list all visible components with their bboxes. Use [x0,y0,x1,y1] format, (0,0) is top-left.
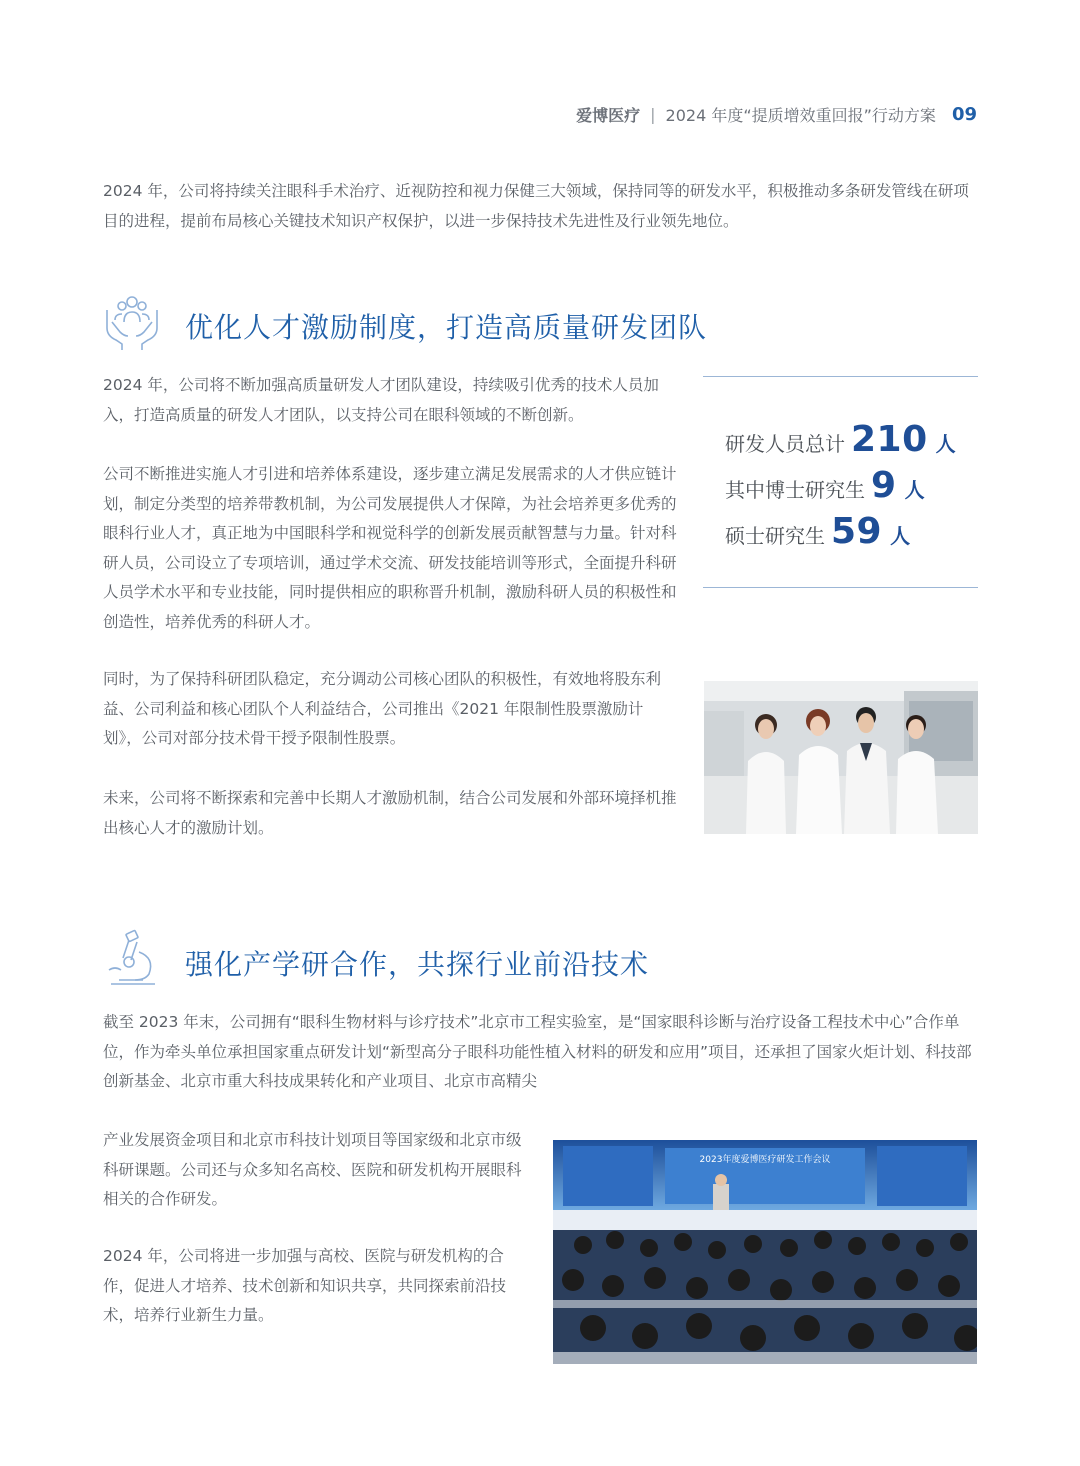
page-number: 09 [951,104,977,125]
stat-label: 硕士研究生 [725,524,825,548]
section-title-cooperation: 强化产学研合作，共探行业前沿技术 [185,948,650,981]
stat-phd [725,465,925,506]
page-header [576,103,977,126]
document-title: 2024 年度“提质增效重回报”行动方案 [665,106,936,125]
stat-value: 210 [851,419,928,460]
stat-unit: 人 [935,432,956,456]
stat-value: 59 [831,511,883,552]
talent-paragraph-2: 公司不断推进实施人才引进和培养体系建设，逐步建立满足发展需求的人才供应链计划，制定分类型的培养带教机制，为公司发展提供人才保障，为社会培养更多优秀的眼科行业人才，真正地为中国眼科学和视觉科学的创新发展贡献智慧与力量。针对科研人员，公司设立了专项培训，通过学术交流、研发技能培训等形式，全面提升科研人员学术水平和专业技能，同时提供相应的职称晋升机制，激励科研人员的积极性和创造性，培养优秀的科研人才。 [103,465,677,631]
brand-name: 爱博医疗 [576,106,641,125]
lab-team-photo [704,681,978,834]
header-separator: | [650,105,656,124]
stat-value: 9 [871,465,897,506]
rd-staff-stats [703,376,978,588]
talent-paragraph-1: 2024 年，公司将不断加强高质量研发人才团队建设，持续吸引优秀的技术人员加入，打造高质量的研发人才团队，以支持公司在眼科领域的不断创新。 [103,376,659,424]
talent-paragraph-3: 同时，为了保持科研团队稳定，充分调动公司核心团队的积极性，有效地将股东利益、公司利益和核心团队个人利益结合，公司推出《2021 年限制性股票激励计划》，公司对部分技术骨干授予限制性股票。 [103,670,662,747]
cooperation-paragraph-1: 截至 2023 年末，公司拥有“眼科生物材料与诊疗技术”北京市工程实验室，是“国家眼科诊断与治疗设备工程技术中心”合作单位，作为牵头单位承担国家重点研发计划“新型高分子眼科功能性植入材料的研发和应用”项目，还承担了国家火炬计划、科技部创新基金、北京市重大科技成果转化和产业项目、北京市高精尖 [103,1013,972,1090]
stat-label: 其中博士研究生 [725,478,865,502]
cooperation-paragraph-2: 产业发展资金项目和北京市科技计划项目等国家级和北京市级科研课题。公司还与众多知名高校、医院和研发机构开展眼科相关的合作研发。 [103,1131,522,1208]
stat-unit: 人 [890,524,911,548]
conference-banner-text: 2023年度爱博医疗研发工作会议 [699,1155,831,1165]
conference-photo [553,1140,977,1364]
stat-total [725,419,956,460]
talent-paragraph-4: 未来，公司将不断探索和完善中长期人才激励机制，结合公司发展和外部环境择机推出核心人才的激励计划。 [103,789,677,837]
cooperation-paragraph-3: 2024 年，公司将进一步加强与高校、医院与研发机构的合作，促进人才培养、技术创新和知识共享，共同探索前沿技术，培养行业新生力量。 [103,1247,507,1324]
stat-master [725,511,910,552]
section-title-talent: 优化人才激励制度，打造高质量研发团队 [185,311,708,344]
intro-paragraph: 2024 年，公司将持续关注眼科手术治疗、近视防控和视力保健三大领域，保持同等的研发水平，积极推动多条研发管线在研项目的进程，提前布局核心关键技术知识产权保护，以进一步保持技术先进性及行业领先地位。 [103,182,969,230]
hands-team-icon [104,292,160,352]
stat-unit: 人 [904,478,925,502]
stat-label: 研发人员总计 [725,432,845,456]
microscope-icon [105,928,159,988]
